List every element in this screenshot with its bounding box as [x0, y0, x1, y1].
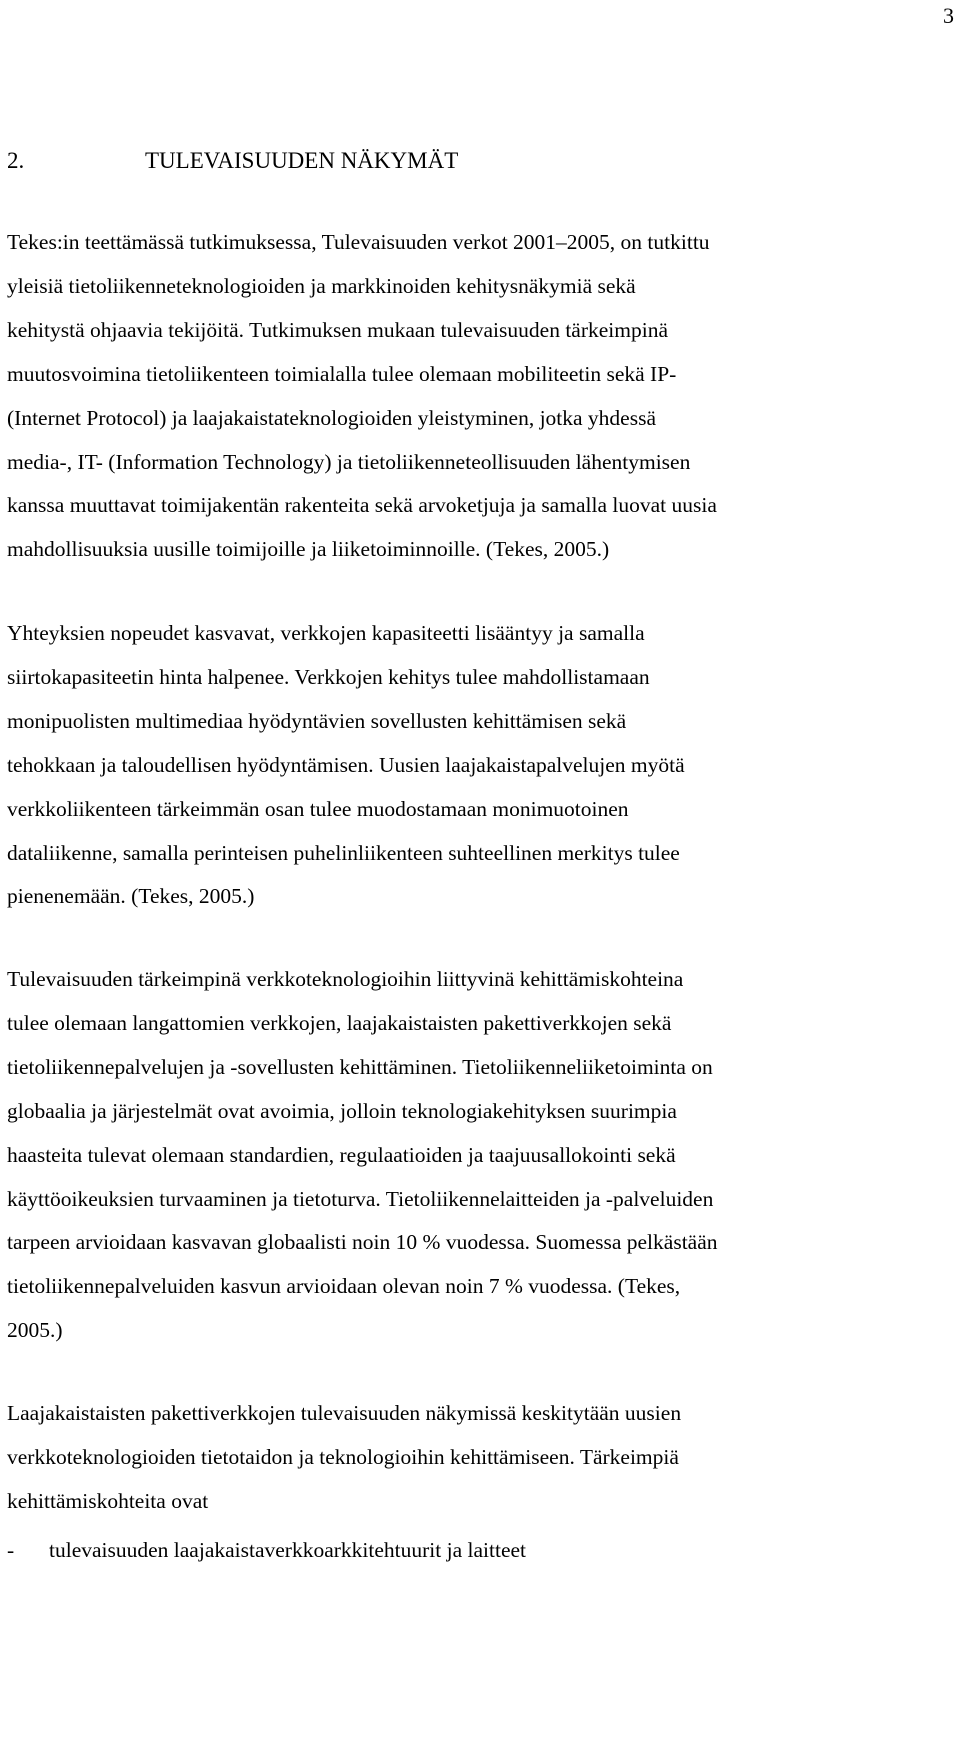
paragraph-line: media-, IT- (Information Technology) ja tietoliikenneteollisuuden lähentymisen [7, 449, 691, 474]
paragraph-line: (Internet Protocol) ja laajakaistateknologioiden yleistyminen, jotka yhdessä [7, 405, 656, 430]
paragraph-intro [7, 221, 957, 572]
paragraph-line: monipuolisten multimediaa hyödyntävien sovellusten kehittämisen sekä [7, 708, 627, 733]
paragraph-line: yleisiä tietoliikenneteknologioiden ja markkinoiden kehitysnäkymiä sekä [7, 273, 636, 298]
section-number: 2. [7, 148, 25, 173]
paragraph-broadband [7, 1392, 957, 1524]
paragraph-line: tietoliikennepalvelujen ja -sovellusten kehittäminen. Tietoliikenneliiketoiminta on [7, 1054, 713, 1079]
paragraph-development-targets [7, 958, 957, 1353]
paragraph-line: Laajakaistaisten pakettiverkkojen tulevaisuuden näkymissä keskitytään uusien [7, 1401, 682, 1425]
paragraph-line: tarpeen arvioidaan kasvavan globaalisti noin 10 % vuodessa. Suomessa pelkästään [7, 1230, 718, 1255]
paragraph-line: tulee olemaan langattomien verkkojen, laajakaistaisten pakettiverkkojen sekä [7, 1010, 672, 1035]
section-heading [7, 146, 458, 176]
bullet-item [7, 1535, 526, 1565]
paragraph-line: globaalia ja järjestelmät ovat avoimia, jolloin teknologiakehityksen suurimpia [7, 1098, 677, 1123]
bullet-text: tulevaisuuden laajakaistaverkkoarkkitehtuurit ja laitteet [49, 1538, 526, 1562]
paragraph-line: tietoliikennepalveluiden kasvun arvioidaan olevan noin 7 % vuodessa. (Tekes, [7, 1274, 681, 1299]
paragraph-line: kehittämiskohteita ovat [7, 1488, 209, 1513]
paragraph-line: tehokkaan ja taloudellisen hyödyntämisen. Uusien laajakaistapalvelujen myötä [7, 752, 685, 777]
bullet-marker: - [7, 1538, 15, 1562]
paragraph-speeds [7, 612, 957, 919]
paragraph-line: Tulevaisuuden tärkeimpinä verkkoteknologioihin liittyvinä kehittämiskohteina [7, 967, 684, 991]
paragraph-line: pienenemään. (Tekes, 2005.) [7, 884, 255, 909]
paragraph-line: dataliikenne, samalla perinteisen puhelinliikenteen suhteellinen merkitys tulee [7, 840, 680, 865]
paragraph-line: käyttöoikeuksien turvaaminen ja tietoturva. Tietoliikennelaitteiden ja -palveluiden [7, 1186, 714, 1211]
paragraph-line: muutosvoimina tietoliikenteen toimialalla tulee olemaan mobiliteetin sekä IP- [7, 361, 677, 386]
paragraph-line: Tekes:in teettämässä tutkimuksessa, Tulevaisuuden verkot 2001–2005, on tutkittu [7, 230, 710, 254]
page-number: 3 [943, 3, 954, 28]
paragraph-line: verkkoliikenteen tärkeimmän osan tulee muodostamaan monimuotoinen [7, 796, 629, 821]
paragraph-line: 2005.) [7, 1318, 63, 1343]
section-title: TULEVAISUUDEN NÄKYMÄT [145, 148, 459, 173]
paragraph-line: kanssa muuttavat toimijakentän rakenteita sekä arvoketjuja ja samalla luovat uusia [7, 493, 717, 518]
paragraph-line: mahdollisuuksia uusille toimijoille ja liiketoiminnoille. (Tekes, 2005.) [7, 537, 610, 562]
paragraph-line: siirtokapasiteetin hinta halpenee. Verkkojen kehitys tulee mahdollistamaan [7, 664, 650, 689]
paragraph-line: haasteita tulevat olemaan standardien, regulaatioiden ja taajuusallokointi sekä [7, 1142, 676, 1167]
paragraph-line: verkkoteknologioiden tietotaidon ja teknologioihin kehittämiseen. Tärkeimpiä [7, 1444, 679, 1469]
paragraph-line: kehitystä ohjaavia tekijöitä. Tutkimuksen mukaan tulevaisuuden tärkeimpinä [7, 317, 668, 342]
paragraph-line: Yhteyksien nopeudet kasvavat, verkkojen kapasiteetti lisääntyy ja samalla [7, 621, 645, 645]
